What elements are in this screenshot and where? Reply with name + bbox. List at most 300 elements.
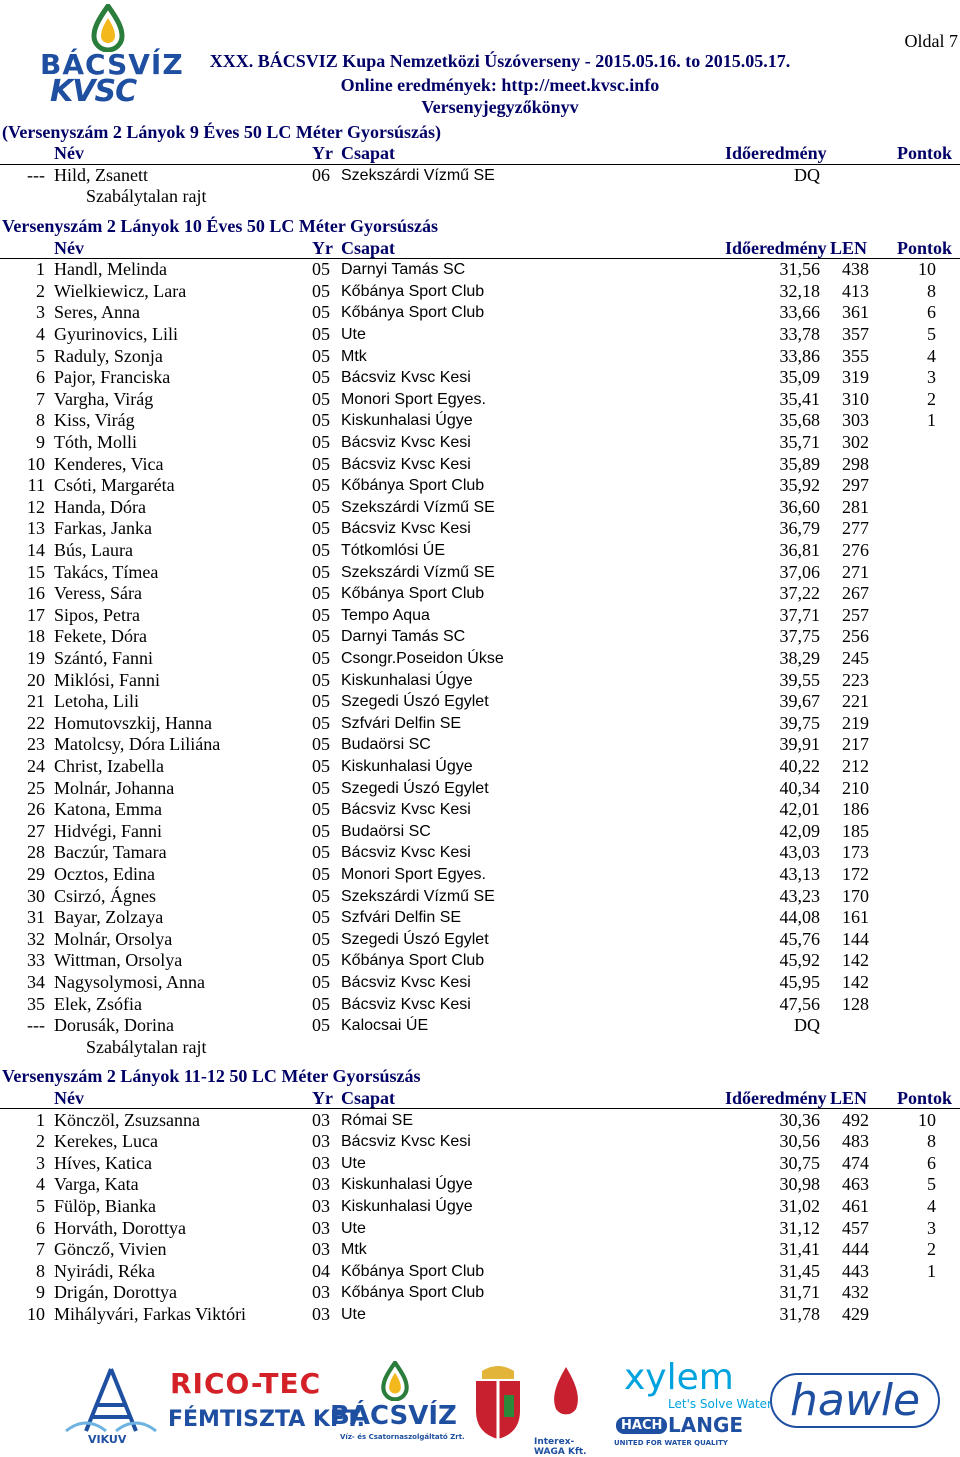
club-cell: Ute	[341, 325, 366, 343]
points-cell: 8	[927, 1131, 936, 1152]
len-points-cell: 186	[842, 799, 869, 820]
club-cell: Kőbánya Sport Club	[341, 477, 485, 495]
len-points-cell: 210	[842, 777, 869, 798]
points-cell: 10	[918, 1109, 936, 1130]
points-cell: 3	[927, 367, 936, 388]
time-cell: 42,01	[779, 799, 820, 820]
sponsor-strip	[0, 1355, 960, 1457]
year-cell: 04	[312, 1260, 330, 1281]
club-cell: Csongr.Poseidon Úkse	[341, 649, 504, 667]
header-time: Időeredmény	[725, 237, 827, 258]
len-points-cell: 161	[842, 907, 869, 928]
name-cell: Göncző, Vivien	[54, 1239, 167, 1260]
time-cell: 30,98	[779, 1174, 820, 1195]
club-cell: Kőbánya Sport Club	[341, 282, 485, 300]
xylem-logo: xylem	[624, 1357, 734, 1398]
table-row	[0, 778, 960, 800]
table-row	[0, 994, 960, 1016]
year-cell: 05	[312, 842, 330, 863]
name-cell: Seres, Anna	[54, 302, 140, 323]
len-points-cell: 457	[842, 1217, 869, 1238]
place-cell: 23	[27, 734, 45, 755]
time-cell: 38,29	[779, 647, 820, 668]
points-cell: 2	[927, 1239, 936, 1260]
place-cell: 1	[36, 259, 45, 280]
table-row	[0, 799, 960, 821]
time-cell: 33,66	[779, 302, 820, 323]
table-row	[0, 713, 960, 735]
table-row	[0, 1174, 960, 1196]
club-cell: Kőbánya Sport Club	[341, 304, 485, 322]
place-cell: 13	[27, 518, 45, 539]
place-cell: ---	[27, 1015, 45, 1036]
points-cell: 5	[927, 323, 936, 344]
time-cell: 31,78	[779, 1303, 820, 1324]
points-cell: 5	[927, 1174, 936, 1195]
len-points-cell: 429	[842, 1303, 869, 1324]
oil-derrick-icon	[56, 1365, 166, 1435]
header-name: Név	[54, 143, 84, 164]
len-points-cell: 443	[842, 1260, 869, 1281]
name-cell: Pajor, Franciska	[54, 367, 171, 388]
time-cell: 35,41	[779, 388, 820, 409]
place-cell: 10	[27, 1303, 45, 1324]
time-cell: 35,71	[779, 431, 820, 452]
name-cell: Handl, Melinda	[54, 259, 167, 280]
len-points-cell: 361	[842, 302, 869, 323]
header-len: LEN	[830, 1087, 868, 1108]
time-cell: 42,09	[779, 820, 820, 841]
header-yr: Yr	[312, 1087, 333, 1108]
club-cell: Szegedi Úszó Egylet	[341, 779, 489, 797]
year-cell: 05	[312, 993, 330, 1014]
place-cell: 31	[27, 907, 45, 928]
place-cell: 24	[27, 755, 45, 776]
year-cell: 05	[312, 367, 330, 388]
name-cell: Gyurinovics, Lili	[54, 323, 178, 344]
place-cell: 26	[27, 799, 45, 820]
len-points-cell: 302	[842, 431, 869, 452]
table-row	[0, 691, 960, 713]
name-cell: Hidvégi, Fanni	[54, 820, 162, 841]
len-points-cell: 432	[842, 1282, 869, 1303]
table-row	[0, 410, 960, 432]
points-cell: 4	[927, 1195, 936, 1216]
event-title: (Versenyszám 2 Lányok 9 Éves 50 LC Méter Gyorsúszás)	[2, 121, 441, 142]
name-cell: Fülöp, Bianka	[54, 1195, 156, 1216]
club-cell: Szekszárdi Vízmű SE	[341, 563, 495, 581]
len-points-cell: 144	[842, 928, 869, 949]
hungary-coat-of-arms-icon	[468, 1361, 528, 1441]
year-cell: 06	[312, 164, 330, 185]
club-cell: Mtk	[341, 347, 367, 365]
len-points-cell: 271	[842, 561, 869, 582]
column-header-row	[0, 1088, 960, 1110]
time-cell: 39,91	[779, 734, 820, 755]
header-points: Pontok	[897, 1087, 953, 1108]
len-points-cell: 277	[842, 518, 869, 539]
place-cell: 8	[36, 1260, 45, 1281]
place-cell: 12	[27, 496, 45, 517]
len-points-cell: 319	[842, 367, 869, 388]
len-points-cell: 173	[842, 842, 869, 863]
name-cell: Kerekes, Luca	[54, 1131, 158, 1152]
place-cell: 20	[27, 669, 45, 690]
table-row	[0, 389, 960, 411]
year-cell: 03	[312, 1217, 330, 1238]
year-cell: 05	[312, 950, 330, 971]
len-points-cell: 463	[842, 1174, 869, 1195]
club-cell: Szekszárdi Vízmű SE	[341, 887, 495, 905]
time-cell: 35,09	[779, 367, 820, 388]
len-points-cell: 483	[842, 1131, 869, 1152]
year-cell: 05	[312, 561, 330, 582]
club-cell: Bácsviz Kvsc Kesi	[341, 369, 471, 387]
table-row	[0, 518, 960, 540]
points-cell: 8	[927, 280, 936, 301]
year-cell: 05	[312, 755, 330, 776]
club-cell: Szfvári Delfin SE	[341, 909, 462, 927]
note-text: Szabálytalan rajt	[86, 186, 207, 207]
name-cell: Handa, Dóra	[54, 496, 146, 517]
femtiszta-logo: FÉMTISZTA KFT.	[168, 1407, 366, 1432]
name-cell: Nyirádi, Réka	[54, 1260, 155, 1281]
place-cell: 9	[36, 1282, 45, 1303]
len-points-cell: 212	[842, 755, 869, 776]
name-cell: Bús, Laura	[54, 539, 133, 560]
column-header-row	[0, 143, 960, 165]
year-cell: 05	[312, 885, 330, 906]
club-cell: Kiskunhalasi Úgye	[341, 1176, 473, 1194]
name-cell: Hild, Zsanett	[54, 164, 148, 185]
year-cell: 05	[312, 907, 330, 928]
len-points-cell: 245	[842, 647, 869, 668]
name-cell: Szántó, Fanni	[54, 647, 153, 668]
club-cell: Monori Sport Egyes.	[341, 390, 486, 408]
vikuv-logo: VIKUV	[56, 1365, 166, 1449]
club-cell: Tótkomlósi ÚE	[341, 541, 446, 559]
water-drop-icon	[378, 1361, 412, 1401]
len-points-cell: 128	[842, 993, 869, 1014]
name-cell: Bayar, Zolzaya	[54, 907, 164, 928]
table-row	[0, 626, 960, 648]
header-club: Csapat	[341, 143, 396, 164]
time-cell: 33,86	[779, 345, 820, 366]
name-cell: Ocztos, Edina	[54, 863, 155, 884]
len-points-cell: 474	[842, 1152, 869, 1173]
year-cell: 03	[312, 1109, 330, 1130]
flame-icon	[546, 1365, 586, 1425]
name-cell: Veress, Sára	[54, 583, 142, 604]
name-cell: Christ, Izabella	[54, 755, 164, 776]
time-cell: 43,13	[779, 863, 820, 884]
time-cell: 43,03	[779, 842, 820, 863]
len-points-cell: 256	[842, 626, 869, 647]
time-cell: 45,76	[779, 928, 820, 949]
time-cell: 31,41	[779, 1239, 820, 1260]
name-cell: Matolcsy, Dóra Liliána	[54, 734, 221, 755]
meet-title: XXX. BÁCSVIZ Kupa Nemzetközi Úszóverseny - 2015.05.16. to 2015.05.17.	[209, 51, 791, 71]
len-points-cell: 357	[842, 323, 869, 344]
club-cell: Bácsviz Kvsc Kesi	[341, 520, 471, 538]
table-row	[0, 1196, 960, 1218]
place-cell: 5	[36, 345, 45, 366]
table-row	[0, 907, 960, 929]
len-points-cell: 185	[842, 820, 869, 841]
year-cell: 05	[312, 475, 330, 496]
table-row	[0, 648, 960, 670]
time-cell: 35,92	[779, 475, 820, 496]
header-yr: Yr	[312, 237, 333, 258]
club-cell: Bácsviz Kvsc Kesi	[341, 801, 471, 819]
place-cell: 11	[27, 475, 45, 496]
name-cell: Homutovszkij, Hanna	[54, 712, 212, 733]
club-cell: Kőbánya Sport Club	[341, 952, 485, 970]
place-cell: 34	[27, 971, 45, 992]
table-row	[0, 259, 960, 281]
time-cell: 30,75	[779, 1152, 820, 1173]
name-cell: Raduly, Szonja	[54, 345, 163, 366]
year-cell: 03	[312, 1174, 330, 1195]
united-water-quality: UNITED FOR WATER QUALITY	[614, 1439, 728, 1447]
time-cell: 30,56	[779, 1131, 820, 1152]
place-cell: 5	[36, 1195, 45, 1216]
points-cell: 10	[918, 259, 936, 280]
club-cell: Bácsviz Kvsc Kesi	[341, 844, 471, 862]
time-cell: 31,02	[779, 1195, 820, 1216]
table-row	[0, 165, 960, 187]
year-cell: 05	[312, 259, 330, 280]
time-cell: 30,36	[779, 1109, 820, 1130]
points-cell: 6	[927, 1152, 936, 1173]
year-cell: 05	[312, 453, 330, 474]
name-cell: Híves, Katica	[54, 1152, 152, 1173]
table-row	[0, 497, 960, 519]
year-cell: 05	[312, 496, 330, 517]
name-cell: Csirzó, Ágnes	[54, 885, 156, 906]
place-cell: 28	[27, 842, 45, 863]
place-cell: 15	[27, 561, 45, 582]
club-cell: Kiskunhalasi Úgye	[341, 412, 473, 430]
year-cell: 05	[312, 928, 330, 949]
club-cell: Bácsviz Kvsc Kesi	[341, 973, 471, 991]
name-cell: Fekete, Dóra	[54, 626, 147, 647]
table-row	[0, 605, 960, 627]
table-row	[0, 972, 960, 994]
time-cell: 31,45	[779, 1260, 820, 1281]
disqualification-note	[0, 1037, 960, 1059]
name-cell: Drigán, Dorottya	[54, 1282, 177, 1303]
header-name: Név	[54, 237, 84, 258]
hach-logo: HACH	[616, 1417, 667, 1434]
len-points-cell: 276	[842, 539, 869, 560]
name-cell: Varga, Kata	[54, 1174, 139, 1195]
place-cell: 29	[27, 863, 45, 884]
disqualification-note	[0, 186, 960, 208]
name-cell: Vargha, Virág	[54, 388, 154, 409]
table-row	[0, 821, 960, 843]
header-time: Időeredmény	[725, 143, 827, 164]
name-cell: Miklósi, Fanni	[54, 669, 161, 690]
club-cell: Szfvári Delfin SE	[341, 714, 462, 732]
year-cell: 05	[312, 431, 330, 452]
len-points-cell: 281	[842, 496, 869, 517]
header-len: LEN	[830, 237, 868, 258]
name-cell: Wittman, Orsolya	[54, 950, 183, 971]
time-cell: 43,23	[779, 885, 820, 906]
header-name: Név	[54, 1087, 84, 1108]
club-cell: Ute	[341, 1305, 366, 1323]
name-cell: Letoha, Lili	[54, 691, 139, 712]
len-points-cell: 223	[842, 669, 869, 690]
points-cell: 4	[927, 345, 936, 366]
table-row	[0, 734, 960, 756]
note-text: Szabálytalan rajt	[86, 1036, 207, 1057]
year-cell: 05	[312, 820, 330, 841]
table-row	[0, 367, 960, 389]
club-cell: Tempo Aqua	[341, 606, 430, 624]
table-row	[0, 324, 960, 346]
len-points-cell: 492	[842, 1109, 869, 1130]
table-row	[0, 583, 960, 605]
year-cell: 05	[312, 539, 330, 560]
header-time: Időeredmény	[725, 1087, 827, 1108]
club-cell: Bácsviz Kvsc Kesi	[341, 995, 471, 1013]
name-cell: Tóth, Molli	[54, 431, 138, 452]
table-row	[0, 562, 960, 584]
name-cell: Kenderes, Vica	[54, 453, 164, 474]
name-cell: Elek, Zsófia	[54, 993, 142, 1014]
year-cell: 05	[312, 302, 330, 323]
club-cell: Szegedi Úszó Egylet	[341, 930, 489, 948]
table-row	[0, 886, 960, 908]
club-cell: Kiskunhalasi Úgye	[341, 671, 473, 689]
time-cell: 45,92	[779, 950, 820, 971]
place-cell: 2	[36, 1131, 45, 1152]
ricotec-logo: RICO-TEC	[170, 1367, 322, 1400]
club-cell: Kiskunhalasi Úgye	[341, 1197, 473, 1215]
name-cell: Sipos, Petra	[54, 604, 141, 625]
header-club: Csapat	[341, 237, 396, 258]
place-cell: 30	[27, 885, 45, 906]
len-points-cell: 172	[842, 863, 869, 884]
year-cell: 05	[312, 518, 330, 539]
name-cell: Mihályvári, Farkas Viktóri	[54, 1303, 247, 1324]
event-title: Versenyszám 2 Lányok 10 Éves 50 LC Méter Gyorsúszás	[2, 215, 438, 236]
place-cell: 1	[36, 1109, 45, 1130]
logo-subtext: KVSC	[50, 74, 137, 109]
table-row	[0, 1304, 960, 1326]
document-title: Versenyjegyzőkönyv	[421, 97, 579, 117]
time-cell: 37,75	[779, 626, 820, 647]
points-cell: 1	[927, 410, 936, 431]
year-cell: 05	[312, 971, 330, 992]
year-cell: 05	[312, 583, 330, 604]
hawle-logo: hawle	[770, 1373, 940, 1428]
club-cell: Kőbánya Sport Club	[341, 585, 485, 603]
year-cell: 05	[312, 1015, 330, 1036]
name-cell: Dorusák, Dorina	[54, 1015, 174, 1036]
club-cell: Szegedi Úszó Egylet	[341, 693, 489, 711]
len-points-cell: 461	[842, 1195, 869, 1216]
len-points-cell: 444	[842, 1239, 869, 1260]
table-row	[0, 929, 960, 951]
len-points-cell: 438	[842, 259, 869, 280]
len-points-cell: 217	[842, 734, 869, 755]
water-drop-icon	[88, 4, 128, 52]
name-cell: Csóti, Margaréta	[54, 475, 175, 496]
year-cell: 05	[312, 280, 330, 301]
place-cell: 35	[27, 993, 45, 1014]
event-title: Versenyszám 2 Lányok 11-12 50 LC Méter Gyorsúszás	[2, 1066, 421, 1087]
time-cell: 44,08	[779, 907, 820, 928]
table-row	[0, 1131, 960, 1153]
points-cell: 3	[927, 1217, 936, 1238]
place-cell: 2	[36, 280, 45, 301]
time-cell: 31,56	[779, 259, 820, 280]
points-cell: 1	[927, 1260, 936, 1281]
club-cell: Darnyi Tamás SC	[341, 261, 466, 279]
club-cell: Ute	[341, 1154, 366, 1172]
name-cell: Molnár, Orsolya	[54, 928, 173, 949]
club-cell: Bácsviz Kvsc Kesi	[341, 1133, 471, 1151]
name-cell: Könczöl, Zsuzsanna	[54, 1109, 200, 1130]
year-cell: 05	[312, 410, 330, 431]
header-points: Pontok	[897, 143, 953, 164]
place-cell: 22	[27, 712, 45, 733]
name-cell: Kiss, Virág	[54, 410, 135, 431]
time-cell: 35,68	[779, 410, 820, 431]
time-cell: 31,12	[779, 1217, 820, 1238]
table-row	[0, 1282, 960, 1304]
table-row	[0, 1261, 960, 1283]
time-cell: 39,67	[779, 691, 820, 712]
lange-logo: LANGE	[668, 1413, 744, 1437]
results-url[interactable]: Online eredmények: http://meet.kvsc.info	[340, 75, 660, 95]
table-row	[0, 670, 960, 692]
page-number: Oldal 7	[904, 31, 958, 51]
year-cell: 03	[312, 1239, 330, 1260]
year-cell: 03	[312, 1195, 330, 1216]
year-cell: 05	[312, 799, 330, 820]
len-points-cell: 298	[842, 453, 869, 474]
place-cell: 33	[27, 950, 45, 971]
year-cell: 05	[312, 345, 330, 366]
year-cell: 03	[312, 1152, 330, 1173]
club-cell: Darnyi Tamás SC	[341, 628, 466, 646]
table-row	[0, 756, 960, 778]
table-row	[0, 1110, 960, 1132]
time-cell: 33,78	[779, 323, 820, 344]
name-cell: Baczúr, Tamara	[54, 842, 167, 863]
time-cell: 36,79	[779, 518, 820, 539]
club-cell: Budaörsi SC	[341, 736, 431, 754]
year-cell: 03	[312, 1303, 330, 1324]
table-row	[0, 302, 960, 324]
place-cell: ---	[27, 164, 45, 185]
header-yr: Yr	[312, 143, 333, 164]
club-cell: Monori Sport Egyes.	[341, 865, 486, 883]
year-cell: 03	[312, 1282, 330, 1303]
time-cell: 40,22	[779, 755, 820, 776]
logo	[36, 4, 186, 109]
xylem-slogan: Let's Solve Water	[668, 1397, 772, 1411]
interex-logo: Interex-WAGA Kft.	[530, 1365, 600, 1451]
club-cell: Kiskunhalasi Úgye	[341, 757, 473, 775]
place-cell: 17	[27, 604, 45, 625]
place-cell: 6	[36, 1217, 45, 1238]
len-points-cell: 257	[842, 604, 869, 625]
